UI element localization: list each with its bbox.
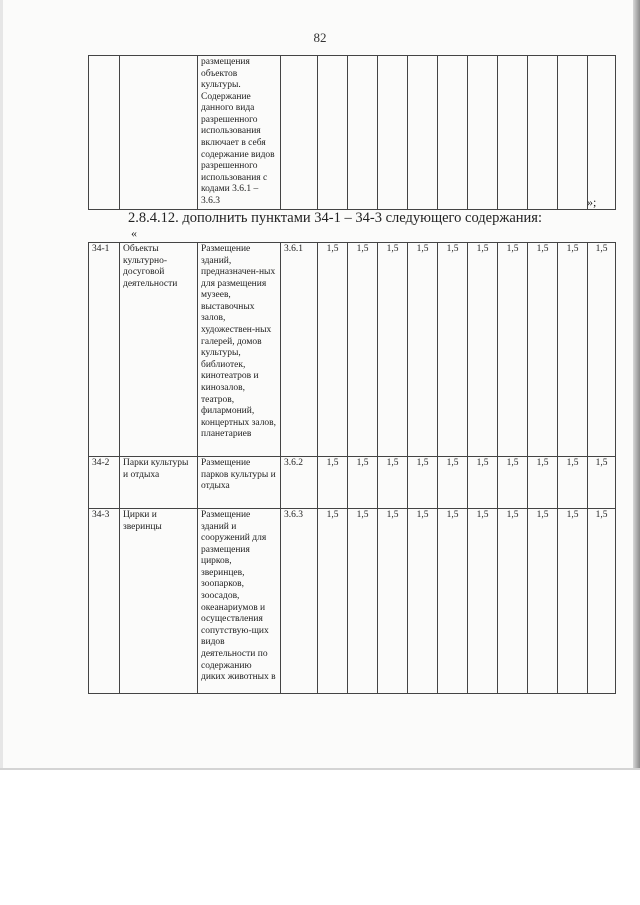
cell-value [558,56,588,210]
cell-description: Размещение зданий и сооружений для размещения цирков, зверинцев, зоопарков, зоосадов, океанариумов и осуществления сопутствую-щих видов деятельности по содержанию диких животных в [198,509,281,694]
cell-value: 1,5 [558,243,588,457]
cell-name: Объекты культурно-досуговой деятельности [120,243,198,457]
cell-value: 1,5 [468,509,498,694]
cell-num: 34-1 [89,243,120,457]
cell-value: 1,5 [348,509,378,694]
cell-name: Цирки и зверинцы [120,509,198,694]
cell-name: Парки культуры и отдыха [120,457,198,509]
cell-value: 1,5 [528,243,558,457]
cell-value: 1,5 [498,243,528,457]
cell-value: 1,5 [318,509,348,694]
cell-value [348,56,378,210]
cell-value: 1,5 [348,243,378,457]
cell-value: 1,5 [408,509,438,694]
cell-value: 1,5 [408,243,438,457]
cell-value [378,56,408,210]
closing-quote: »; [587,195,597,209]
cell-value: 1,5 [378,509,408,694]
cell-value: 1,5 [318,457,348,509]
cell-name [120,56,198,210]
cell-value: 1,5 [468,243,498,457]
scan-right-edge [633,0,640,768]
cell-value: 1,5 [378,457,408,509]
cell-value [468,56,498,210]
cell-description: размещения объектов культуры. Содержание данного вида разрешенного использования включает в себя содержание видов разрешенного использования с кодами 3.6.1 – 3.6.3 [198,56,281,210]
cell-code: 3.6.2 [281,457,318,509]
cell-code [281,56,318,210]
cell-value: 1,5 [498,509,528,694]
section-heading: 2.8.4.12. дополнить пунктами 34-1 – 34-3 следующего содержания: [128,210,543,226]
cell-value: 1,5 [588,457,616,509]
cell-value: 1,5 [528,509,558,694]
cell-value: 1,5 [558,457,588,509]
table-row [89,457,616,509]
cell-value: 1,5 [528,457,558,509]
table-row [89,509,616,694]
cell-code: 3.6.3 [281,509,318,694]
cell-value: 1,5 [408,457,438,509]
cell-num: 34-3 [89,509,120,694]
cell-description: Размещение зданий, предназначен-ных для размещения музеев, выставочных залов, художествен-ных галерей, домов культуры, библиотек, кинотеатров и кинозалов, театров, филармоний, концертных залов, планетариев [198,243,281,457]
table-row [89,243,616,457]
table-row [89,56,616,210]
cell-num: 34-2 [89,457,120,509]
cell-value: 1,5 [438,243,468,457]
scan-left-edge [0,0,3,768]
cell-num [89,56,120,210]
cell-value: 1,5 [588,509,616,694]
cell-value [408,56,438,210]
cell-value: 1,5 [588,243,616,457]
cell-value: 1,5 [558,509,588,694]
opening-quote: « [131,226,137,240]
zoning-table [88,242,616,694]
continued-table [88,55,616,210]
cell-value: 1,5 [348,457,378,509]
cell-code: 3.6.1 [281,243,318,457]
cell-value: 1,5 [468,457,498,509]
cell-value [528,56,558,210]
cell-value [318,56,348,210]
cell-value: 1,5 [318,243,348,457]
cell-value: 1,5 [438,457,468,509]
page-number: 82 [313,30,327,45]
cell-value [438,56,468,210]
cell-value [498,56,528,210]
cell-value [588,56,616,210]
cell-value: 1,5 [378,243,408,457]
cell-value: 1,5 [498,457,528,509]
cell-description: Размещение парков культуры и отдыха [198,457,281,509]
cell-value: 1,5 [438,509,468,694]
